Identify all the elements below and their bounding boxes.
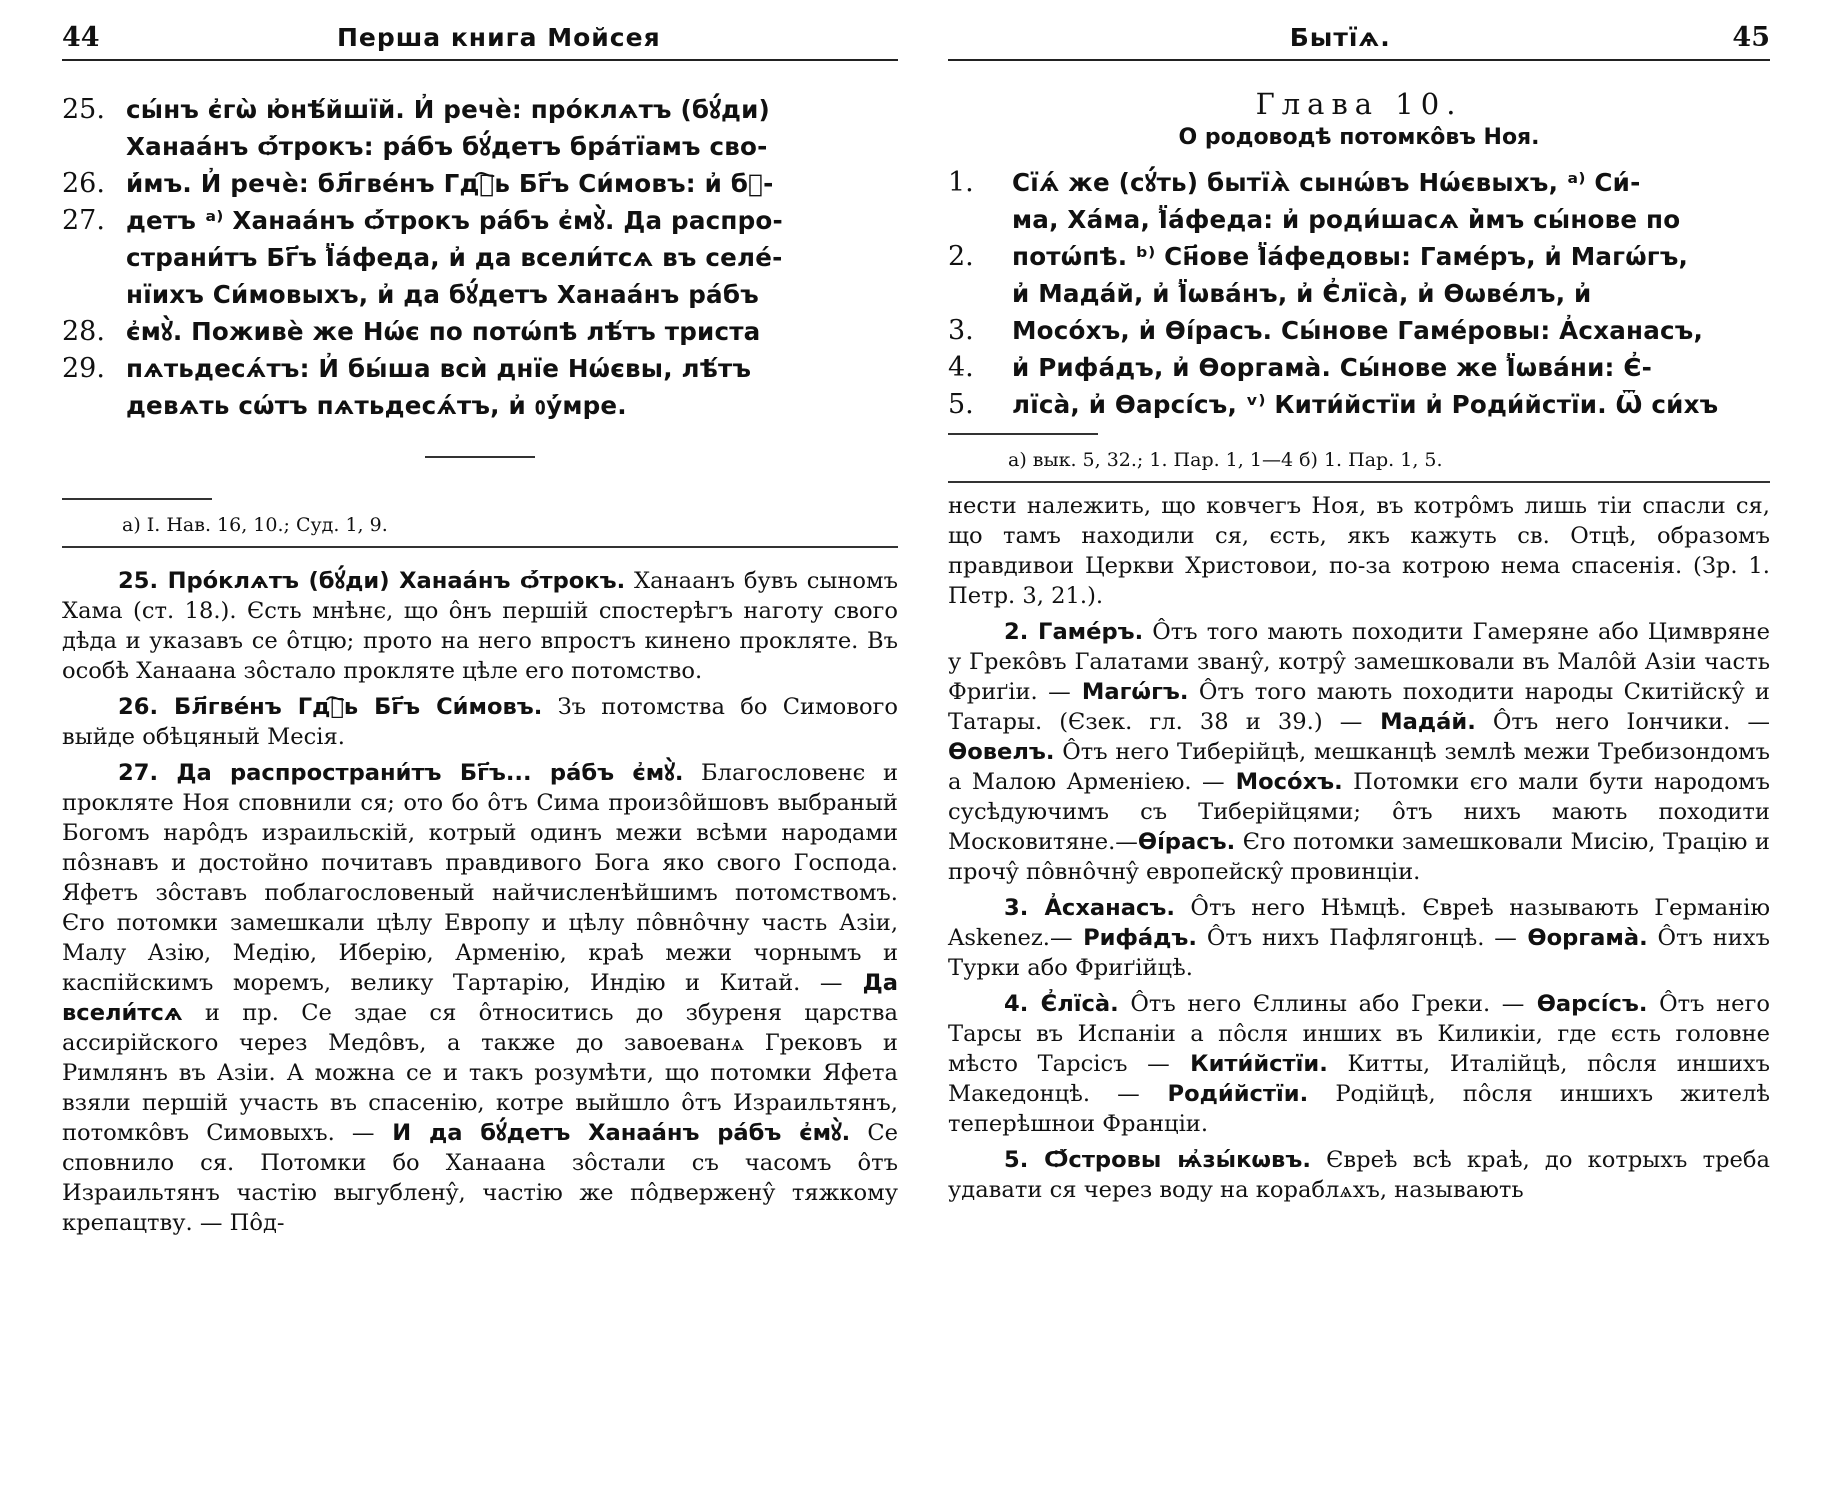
verse-line: нїихъ Си́мовыхъ, и҆ да бꙋ́детъ Ханаа́нъ ра́бъ xyxy=(126,280,759,309)
verse-line: 4. и҆ Рифа́дъ, и҆ Ѳоргама̀. Сы́нове же Ї҆ѡва́ни: Є҆- xyxy=(948,352,1653,383)
running-title-left: Перша книга Мойсея xyxy=(336,23,661,52)
verse-line: 5. лїса̀, и҆ Ѳарсі́съ, ᵛ⁾ Кити́йстїи и҆ Роди́йстїи. Ѿ си́хъ xyxy=(948,389,1719,420)
verse-line: 2. потѡ́пѣ. ᵇ⁾ Сн҃ове Ї҆а́федовы: Гаме́ръ, и҆ Магѡ́гъ, xyxy=(948,241,1689,272)
footnote-right: а) вык. 5, 32.; 1. Пар. 1, 1—4 б) 1. Пар. 1, 5. xyxy=(1008,449,1443,471)
left-running-head xyxy=(62,22,898,61)
commentary-paragraph: 27. Да распространи́тъ Бг҃ъ... ра́бъ є҆мꙋ̀. Благословенє и прокляте Ноя сповнили ся; ото бо ôтъ Сима произôйшовъ выбраный Богомъ нарôдъ израильскій, котрый одинъ межи всѣми народами пôзнавъ и достойно почитавъ правдивого Бога яко свого Господа. Яфетъ зôставъ поблагословеный найчисленѣйшимъ потомствомъ. Єго потомки замешкали цѣлу Европу и цѣлу пôвнôчну часть Азіи, Малу Азію, Медію, Иберію, Арменію, краѣ межи чорнымъ и каспійскимъ моремъ, велику Тартарію, Индію и Китай. — Да всели́тсѧ и пр. Се здае ся ôтноситись до збуреня царства ассирійского через Медôвъ, а также до завоеванѧ Грековъ и Римлянъ въ Азіи. А можна се и такъ розумѣти, що потомки Яфета взяли першій участь въ спасенію, котре выйшло ôтъ Израильтянъ, потомкôвъ Симовыхъ. — И да бꙋ́детъ Ханаа́нъ ра́бъ є҆мꙋ̀. Се сповнило ся. Потомки бо Ханаана зôстали съ часомъ ôтъ Израильтянъ частію выгубленŷ, частію же пôдверженŷ тяжкому крепацтву. — Пôд- xyxy=(62,760,899,1236)
verse-line: 1. Сїѧ́ же (сꙋ́ть) бытїѧ̀ сынѡ́въ Нѡ́євыхъ, ᵃ⁾ Си́- xyxy=(948,167,1641,198)
chapter-title: Глава 10. xyxy=(1255,87,1463,121)
verse-line: страни́тъ Бг҃ъ Ї҆а́феда, и҆ да всели́тсѧ въ селе́- xyxy=(126,243,783,272)
verse-line: Ханаа́нъ ѻ҆́трокъ: ра́бъ бꙋ́детъ бра́тїамъ сво- xyxy=(126,132,768,161)
commentary-paragraph: 2. Гаме́ръ. Ôтъ того мають походити Гамеряне або Цимвряне у Грекôвъ Галатами званŷ, котрŷ замешковали въ Малôй Азіи часть Фриґіи. — Магѡ́гъ. Ôтъ того мають походити народы Скитійскŷ и Татары. (Єзек. гл. 38 и 39.) — Мада́й. Ôтъ него Іончики. — Ѳовелъ. Ôтъ него Тиберійцѣ, мешканцѣ землѣ межи Требизондомъ а Малою Арменіею. — Мосо́хъ. Потомки єго мали бути народомъ сусѣдуючимъ съ Тиберійцями; ôтъ нихъ мають походити Московитяне.—Ѳі́расъ. Єго потомки замешковали Мисію, Трацію и прочŷ пôвнôчнŷ европейскŷ провинціи. xyxy=(948,619,1770,885)
commentary-paragraph: 4. Є҆лїса̀. Ôтъ него Єллины або Греки. — Ѳарсі́съ. Ôтъ него Тарсы въ Испаніи а пôсля инших въ Киликіи, где єсть головне мѣсто Тарсісъ — Кити́йстїи. Китты, Италійцѣ, пôсля иншихъ Македонцѣ. — Роди́йстїи. Родійцѣ, пôсля иншихъ жителѣ теперѣшнои Франціи. xyxy=(948,991,1770,1137)
footnote-left: а) І. Нав. 16, 10.; Суд. 1, 9. xyxy=(122,514,388,536)
chapter-subtitle: О родоводѣ потомкôвъ Ноя. xyxy=(1178,125,1540,150)
verse-line: 3. Мосо́хъ, и҆ Ѳі́расъ. Сы́нове Гаме́ровы: А҆сханасъ, xyxy=(948,315,1703,346)
right-page xyxy=(916,0,1832,1500)
commentary-paragraph: нести належить, що ковчегъ Ноя, въ котрôмъ лишь тіи спасли ся, що тамъ находили ся, єсть, якъ кажуть св. Отцѣ, образомъ правдивои Церкви Христовои, по-за котрою нема спасенія. (Зр. 1. Петр. 3, 21.). xyxy=(948,493,1770,609)
scripture-verses-left xyxy=(62,91,898,424)
right-running-head xyxy=(948,22,1770,61)
commentary-right xyxy=(948,491,1770,1205)
commentary-paragraph: 3. А҆сханасъ. Ôтъ него Нѣмцѣ. Євреѣ называють Германію Askenez.— Рифа́дъ. Ôтъ нихъ Пафлягонцѣ. — Ѳоргама̀. Ôтъ нихъ Турки або Фриґійцѣ. xyxy=(948,895,1770,981)
verse-line: и҆ Мада́й, и҆ Ї҆ѡва́нъ, и҆ Є҆лїса̀, и҆ Ѳѡве́лъ, и҆ xyxy=(1012,279,1592,308)
verse-line: 25. сы́нъ є҆гѡ̀ ю҆нѣ́йшїй. И҆ речѐ: про́клѧтъ (бꙋ́ди) xyxy=(62,94,770,125)
page-number-left: 44 xyxy=(62,22,100,53)
commentary-rule xyxy=(948,481,1770,483)
scripture-verses-right xyxy=(948,164,1770,423)
commentary-paragraph: 25. Про́клѧтъ (бꙋ́ди) Ханаа́нъ ѻ҆́трокъ. Ханаанъ бувъ сыномъ Хама (ст. 18.). Єсть мнѣнє, що ôнъ першій спостерѣгъ наготу свого дѣда и указавъ се ôтцю; прото на него впростъ кинено прокляте. Въ особѣ Ханаана зôстало прокляте цѣле его потомство. xyxy=(62,568,898,684)
section-divider xyxy=(425,456,535,458)
verse-line: ма, Ха́ма, Ї҆а́феда: и҆ роди́шасѧ и҆̀мъ сы́нове по xyxy=(1012,205,1681,234)
verse-line: 26. и҆́мъ. И҆ речѐ: бл҃гве́нъ Гдⷭ҇ь Бг҃ъ Си́мовъ: и҆ бꙋ- xyxy=(62,168,774,199)
footnote-rule xyxy=(62,498,212,500)
verse-line: 28. є҆мꙋ̀. Поживѐ же Нѡ́є по потѡ́пѣ лѣ́тъ триста xyxy=(62,316,761,347)
commentary-left xyxy=(62,566,898,1238)
verse-line: 27. детъ ᵃ⁾ Ханаа́нъ ѻ҆́трокъ ра́бъ є҆мꙋ̀. Да распро- xyxy=(62,205,783,236)
commentary-rule xyxy=(62,546,898,548)
footnote-rule xyxy=(948,433,1098,435)
verse-line: девѧть сѡ́тъ пѧтьдесѧ́тъ, и҆ ᲂу҆́мре. xyxy=(126,391,627,420)
running-title-right: Бытїѧ. xyxy=(1289,23,1391,52)
commentary-paragraph: 26. Бл҃гве́нъ Гдⷭ҇ь Бг҃ъ Си́мовъ. Зъ потомства бо Симового выйде обѣцяный Месія. xyxy=(62,694,898,750)
verse-line: 29. пѧтьдесѧ́тъ: И҆ бы́ша всѝ днїе Нѡ́євы, лѣ́тъ xyxy=(62,353,752,384)
commentary-paragraph: 5. Ѻ҆́стровы ѩ҆зы́кѡвъ. Євреѣ всѣ краѣ, до котрыхъ треба удавати ся через воду на кораблѧхъ, называють xyxy=(948,1147,1770,1203)
page-number-right: 45 xyxy=(1732,22,1770,53)
